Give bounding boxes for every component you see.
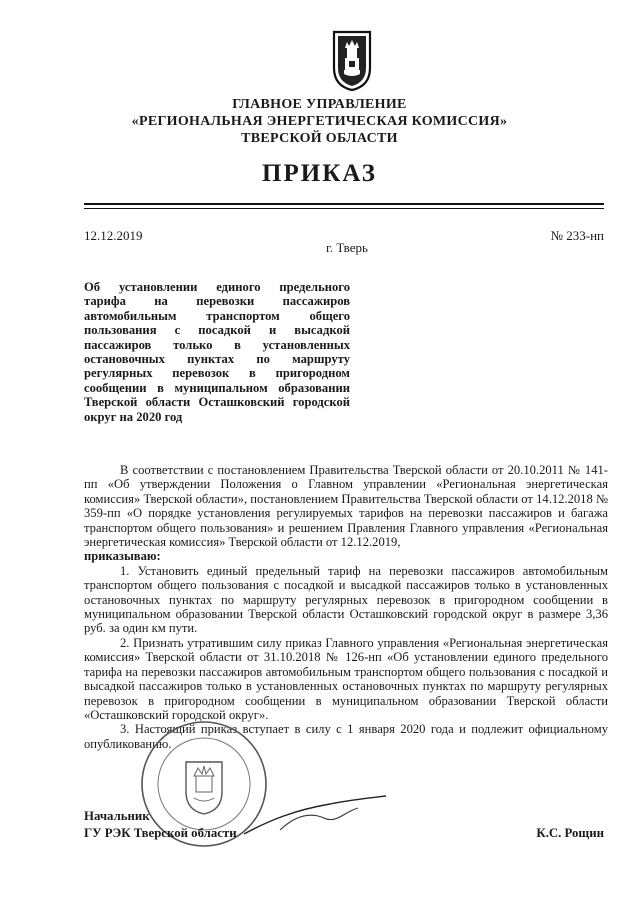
org-name-line-3: ТВЕРСКОЙ ОБЛАСТИ	[241, 131, 398, 146]
subject-line: регулярных перевозок в пригородном	[84, 366, 350, 381]
order-word: приказываю:	[84, 549, 161, 564]
document-body	[84, 463, 608, 751]
subject-line: автомобильным транспортом общего	[84, 308, 350, 323]
header-rule-thick	[84, 203, 604, 205]
document-title: ПРИКАЗ	[262, 160, 377, 187]
subject-line: тарифа на перевозки пассажиров	[84, 294, 350, 309]
preamble-paragraph: В соответствии с постановлением Правительства Тверской области от 20.10.2011 № 141-пп «Об утверждении Положения о Главном управлении «Региональная энергетическая комиссия» Тверской области», постановлением Правительства Тверской области от 14.12.2018 № 359-пп «О порядке установления регулируемых тарифов на перевозки пассажиров и багажа транспортом общего пользования» и решением Правления Главного управления «Региональная энергетическая комиссия» Тверской области от 12.12.2019,	[84, 463, 608, 550]
signatory-position-line-1: Начальник	[84, 809, 150, 823]
org-name-line-2: «РЕГИОНАЛЬНАЯ ЭНЕРГЕТИЧЕСКАЯ КОМИССИЯ»	[131, 114, 508, 129]
subject-line: пользования с посадкой и высадкой	[84, 323, 350, 338]
order-item-2: 2. Признать утратившим силу приказ Главного управления «Региональная энергетическая комиссия» Тверской области от 31.10.2018 № 126-нп «Об установлении единого предельного тарифа на перевозки пассажиров автомобильным транспортом общего пользования с посадкой и высадкой пассажиров только в установленных остановочных пунктах по маршруту регулярных перевозок в пригородном сообщении в муниципальном образовании Тверской области «Осташковский городской округ».	[84, 635, 608, 722]
order-item-3: 3. Настоящий приказ вступает в силу с 1 января 2020 года и подлежит официальному опубликованию.	[84, 722, 608, 751]
org-name-line-1: ГЛАВНОЕ УПРАВЛЕНИЕ	[232, 97, 407, 112]
document-number: № 233-нп	[550, 228, 604, 243]
header-rule-thin	[84, 208, 604, 209]
document-city: г. Тверь	[326, 240, 368, 255]
subject-line: остановочных пунктах по маршруту	[84, 352, 350, 367]
subject-line: сообщении в муниципальном образовании	[84, 380, 350, 395]
document-subject	[84, 280, 350, 424]
tver-coat-of-arms-icon	[330, 28, 374, 92]
subject-line: Тверской области Осташковский городской	[84, 395, 350, 410]
subject-line: округ на 2020 год	[84, 409, 183, 424]
signatory-name: К.С. Рощин	[536, 826, 604, 840]
subject-line: Об установлении единого предельного	[84, 280, 350, 294]
order-item-1: 1. Установить единый предельный тариф на перевозки пассажиров автомобильным транспортом общего пользования с посадкой и высадкой пассажиров только в установленных остановочных пунктах по маршруту регулярных перевозок в пригородном сообщении в муниципальном образовании Тверской области Осташковский городской округ в размере 3,36 руб. за один км пути.	[84, 563, 608, 636]
subject-line: пассажиров только в установленных	[84, 337, 350, 352]
document-date: 12.12.2019	[84, 228, 143, 243]
signatory-position-line-2: ГУ РЭК Тверской области	[84, 826, 237, 840]
